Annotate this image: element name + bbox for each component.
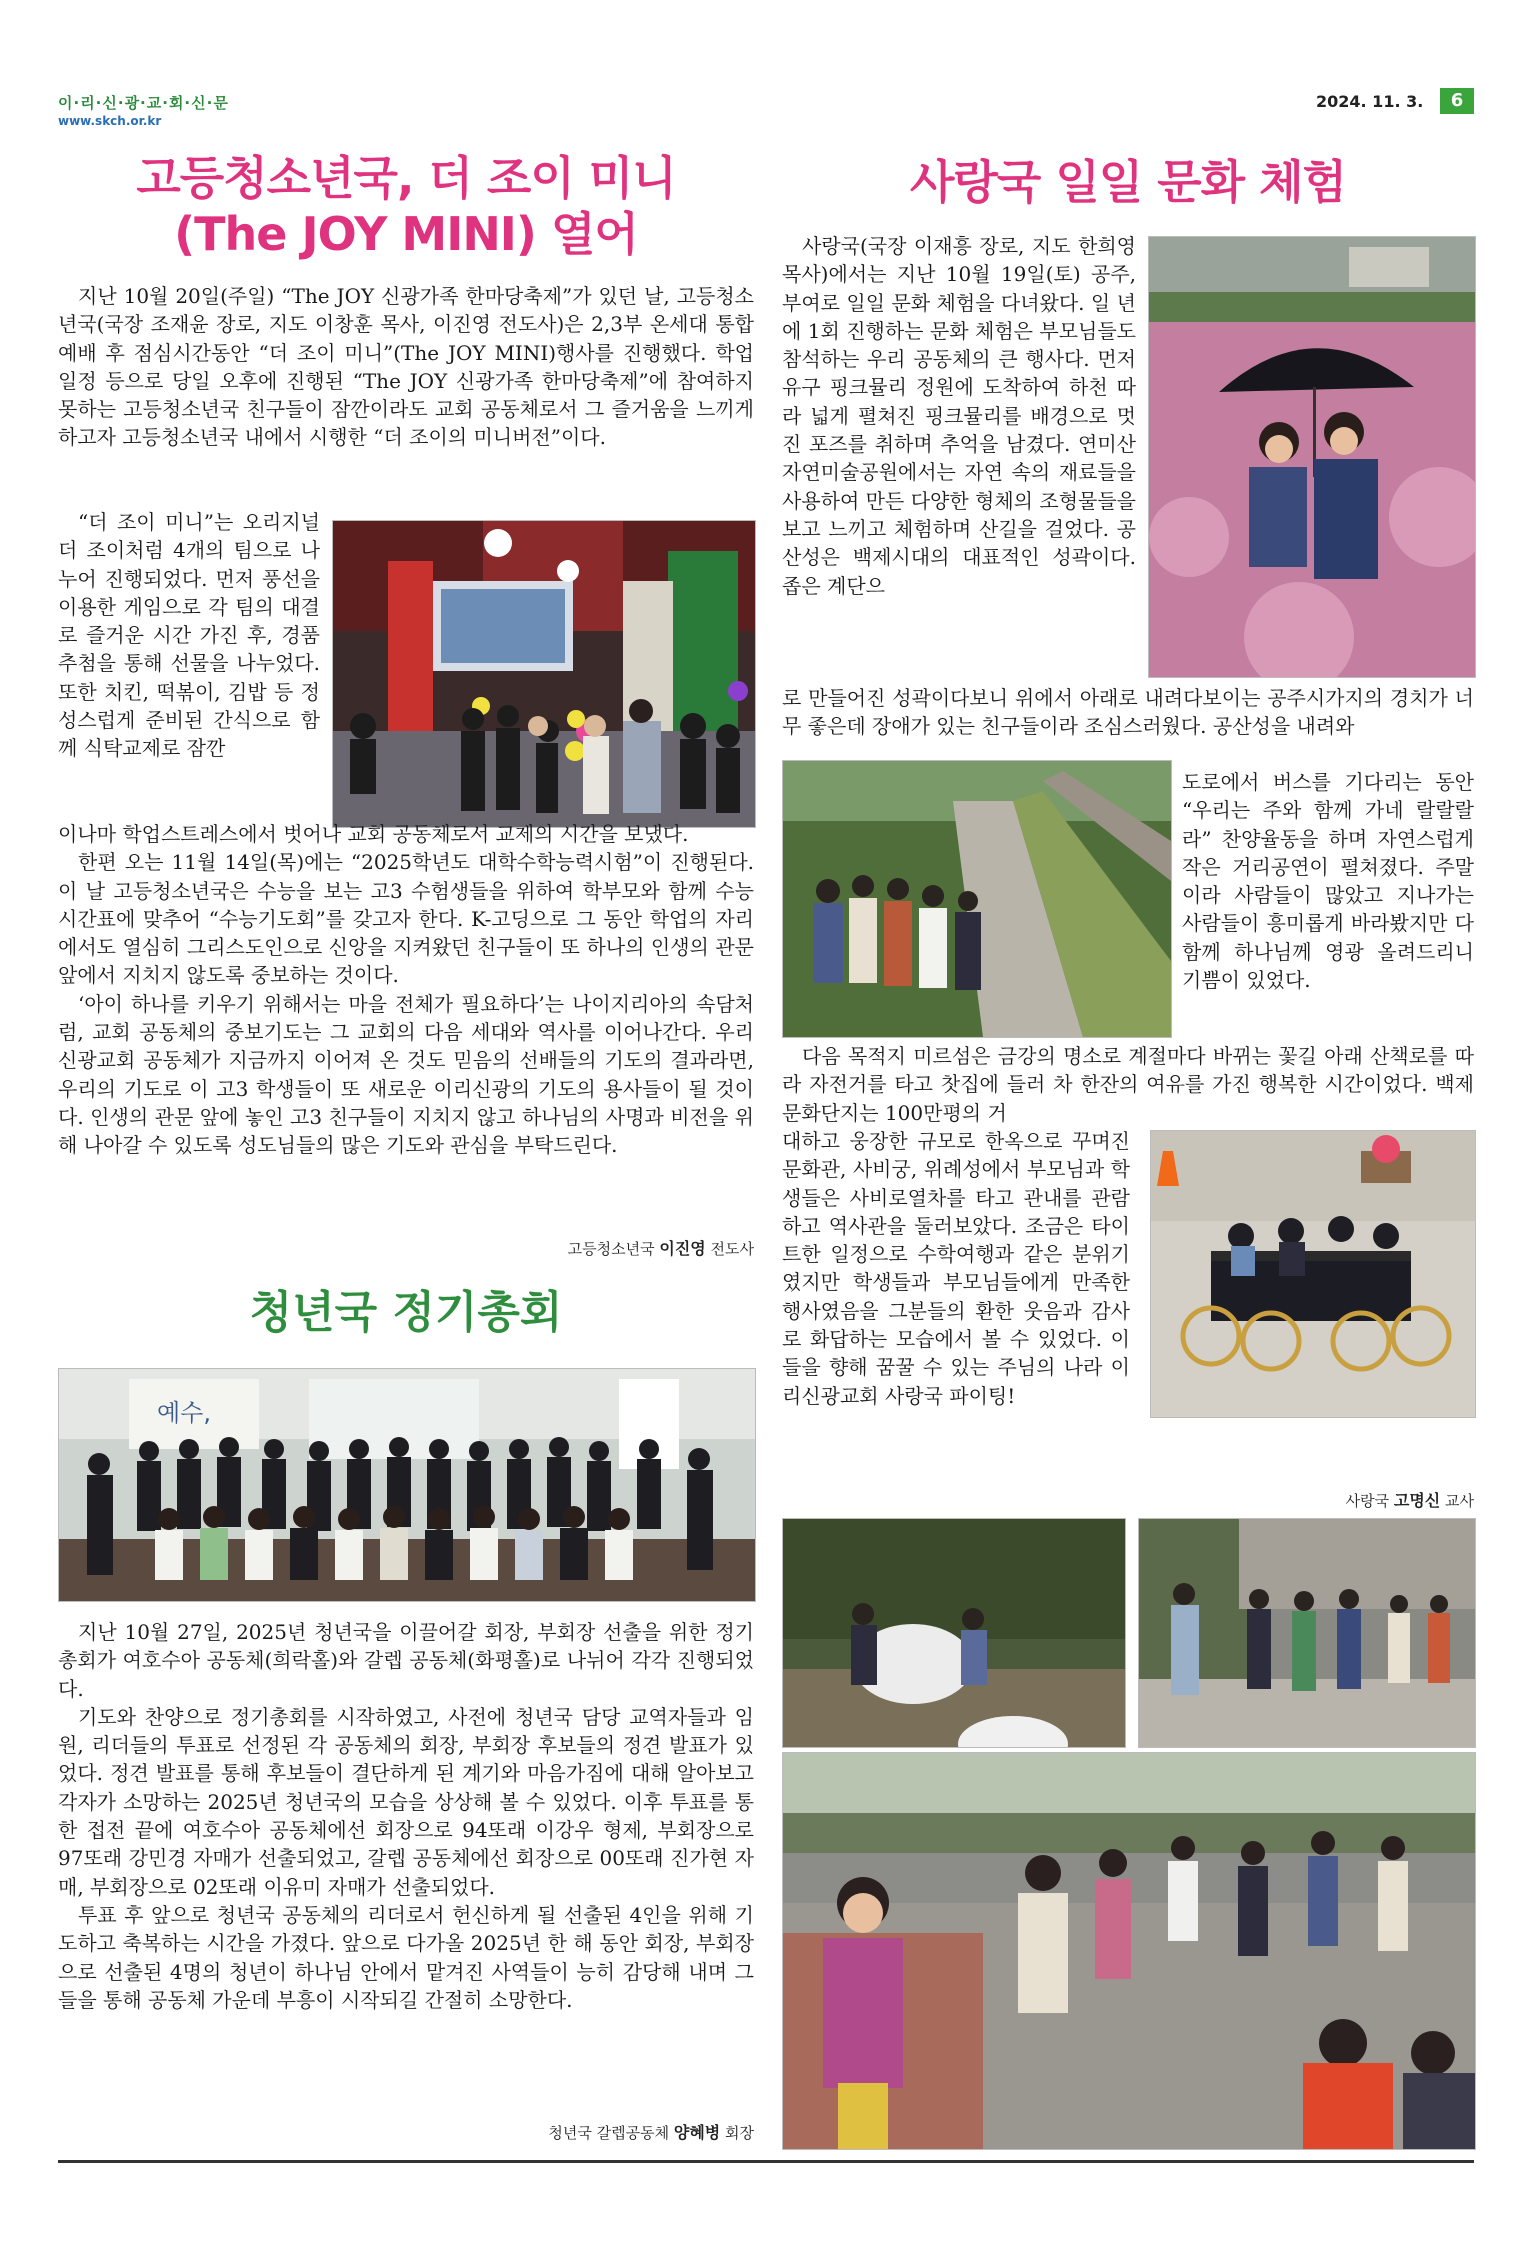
byline-title: 교사: [1445, 1492, 1474, 1510]
article2-body: [58, 1618, 754, 2014]
article2-paragraph: 지난 10월 27일, 2025년 청년국을 이끌어갈 회장, 부회장 선출을 위한 정기총회가 여호수아 공동체(희락홀)와 갈렙 공동체(화평홀)로 나뉘어 각각 진행되었다.: [58, 1620, 754, 1701]
street-performance-photo: [782, 1752, 1476, 2150]
article1-body-continued: [58, 820, 754, 1160]
article3-wrap-column-1: [782, 232, 1136, 600]
article1-title-line1: 고등청소년국, 더 조이 미니: [136, 151, 676, 205]
article3-paragraph: 도로에서 버스를 기다리는 동안 “우리는 주와 함께 가네 랄랄랄라” 찬양율동을 하며 자연스럽게 작은 거리공연이 펼쳐졌다. 주말이라 사람들이 많았고 지나가는 사람들이 흥미롭게 바라봤지만 다 함께 하나님께 영광 올려드리니 기쁨이 있었다.: [1182, 770, 1474, 993]
gongsanseong-fortress-photo: [782, 760, 1172, 1038]
byline-role: 청년국 갈렙공동체: [548, 2124, 670, 2142]
umbrella-illustration: [1149, 237, 1475, 677]
fortress-illustration: [783, 761, 1171, 1037]
article1-title-line2: (The JOY MINI) 열어: [174, 207, 638, 261]
article3-paragraph: 다음 목적지 미르섬은 금강의 명소로 계절마다 바뀌는 꽃길 아래 산책로를 따라 자전거를 타고 찻집에 들러 차 한잔의 여유를 가진 행복한 시간이었다. 백제문화단지는 100만평의 거: [782, 1044, 1474, 1125]
article3-full-width-1: [782, 684, 1474, 741]
article3-paragraph: 사랑국(국장 이재흥 장로, 지도 한희영 목사)에서는 지난 10월 19일(토) 공주, 부여로 일일 문화 체험을 다녀왔다. 일 년에 1회 진행하는 문화 체험은 부모님들도 참석하는 우리 공동체의 큰 행사다. 먼저 유구 핑크뮬리 정원에 도착하여 하천 따라 넓게 펼쳐진 핑크뮬리를 배경으로 멋진 포즈를 취하며 추억을 남겼다. 연미산 자연미술공원에서는 자연 속의 재료들을 사용하여 만든 다양한 형체의 조형물들을 보고 느끼고 체험하며 산길을 걸었다. 공산성은 백제시대의 대표적인 성곽이다. 좁은 계단으: [782, 234, 1136, 598]
walking-illustration: [1139, 1519, 1475, 1747]
article3-wrap-column-3: [782, 1127, 1130, 1410]
pink-muhly-umbrella-photo: [1148, 236, 1476, 678]
masthead-name: 이·리·신·광·교·회·신·문: [58, 94, 229, 112]
joy-mini-party-photo: [332, 520, 756, 828]
article1-intro: [58, 282, 754, 452]
article3-paragraph: 로 만들어진 성곽이다보니 위에서 아래로 내려다보이는 공주시가지의 경치가 너무 좋은데 장애가 있는 친구들이라 조심스러웠다. 공산성을 내려와: [782, 686, 1474, 739]
egg-sculpture-photo: [782, 1518, 1126, 1748]
byline-name: 이진영: [659, 1239, 706, 1258]
article3-title: 사랑국 일일 문화 체험: [910, 155, 1346, 209]
article1-wrap-column: [58, 508, 320, 763]
footer-divider: [58, 2160, 1474, 2163]
bike-illustration: [1151, 1131, 1475, 1417]
article1-paragraph: “더 조이 미니”는 오리지널 더 조이처럼 4개의 팀으로 나누어 진행되었다. 먼저 풍선을 이용한 게임으로 각 팀의 대결로 즐거운 시간 가진 후, 경품추첨을 통해 선물을 나누었다. 또한 치킨, 떡볶이, 김밥 등 정성스럽게 준비된 간식으로 함께 식탁교제로 잠깐: [58, 510, 320, 761]
article1-paragraph: 지난 10월 20일(주일) “The JOY 신광가족 한마당축제”가 있던 날, 고등청소년국(국장 조재윤 장로, 지도 이창훈 목사, 이진영 전도사)은 2,3부 온세대 통합예배 후 점심시간동안 “더 조이 미니”(The JOY MINI)행사를 진행했다. 학업 일정 등으로 당일 오후에 진행된 “The JOY 신광가족 한마당축제”에 참여하지 못하는 고등청소년국 친구들이 잠깐이라도 교회 공동체로서 그 즐거움을 느끼게 하고자 고등청소년국 내에서 시행한 “더 조이의 미니버전”이다.: [58, 284, 754, 450]
byline-title: 회장: [725, 2124, 754, 2142]
byline-title: 전도사: [710, 1240, 754, 1258]
walking-group-photo: [1138, 1518, 1476, 1748]
party-illustration: [333, 521, 755, 827]
article3-paragraph: 대하고 웅장한 규모로 한옥으로 꾸며진 문화관, 사비궁, 위례성에서 부모님과 학생들은 사비로열차를 타고 관내를 관람하고 역사관을 둘러보았다. 조금은 타이트한 일정으로 수학여행과 같은 분위기였지만 학생들과 부모님들에게 만족한 행사였음을 그분들의 환한 웃음과 감사로 화답하는 모습에서 볼 수 있었다. 이들을 향해 꿈꿀 수 있는 주님의 나라 이리신광교회 사랑국 파이팅!: [782, 1129, 1130, 1408]
article1-title: [58, 150, 754, 262]
byline-role: 고등청소년국: [567, 1240, 655, 1258]
group-photo-illustration: [59, 1369, 755, 1601]
issue-date: 2024. 11. 3.: [1316, 92, 1424, 111]
youth-general-assembly-photo: [58, 1368, 756, 1602]
article2-paragraph: 기도와 찬양으로 정기총회를 시작하였고, 사전에 청년국 담당 교역자들과 임원, 리더들의 투표로 선정된 각 공동체의 회장, 부회장 후보들의 정견 발표가 있었다. 정견 발표를 통해 후보들이 결단하게 된 계기와 마음가짐에 대해 알아보고 각자가 소망하는 2025년 청년국의 모습을 상상해 볼 수 있었다. 이후 투표를 통한 접전 끝에 여호수아 공동체에선 회장으로 94또래 이강우 형제, 부회장으로 97또래 강민경 자매가 선출되었고, 갈렙 공동체에선 회장으로 00또래 진가현 자매, 부회장으로 02또래 이유미 자매가 선출되었다.: [58, 1704, 754, 1899]
article3-wrap-column-2: [1182, 768, 1474, 994]
photo-sign-text: 예수,: [157, 1399, 211, 1427]
article2-title: 청년국 정기총회: [249, 1287, 563, 1338]
article1-paragraph: ‘아이 하나를 키우기 위해서는 마을 전체가 필요하다’는 나이지리아의 속담처럼, 교회 공동체의 중보기도는 그 교회의 다음 세대와 역사를 이어나간다. 우리 신광교회 공동체가 지금까지 이어져 온 것도 믿음의 선배들의 기도의 결과라면, 우리의 기도로 이 고3 학생들이 또 새로운 이리신광의 기도의 용사들이 될 것이다. 인생의 관문 앞에 놓인 고3 친구들이 지치지 않고 하나님의 사명과 비전을 위해 나아갈 수 있도록 성도님들의 많은 기도와 관심을 부탁드린다.: [58, 991, 754, 1158]
surrey-bike-photo: [1150, 1130, 1476, 1418]
article2-byline: [58, 2120, 754, 2143]
byline-name: 고명신: [1393, 1491, 1441, 1510]
article2-paragraph: 투표 후 앞으로 청년국 공동체의 리더로서 헌신하게 될 선출된 4인을 위해 기도하고 축복하는 시간을 가졌다. 앞으로 다가올 2025년 한 해 동안 회장, 부회장으로 선출된 4명의 청년이 하나님 안에서 맡겨진 사역들이 능히 감당해 내며 그들을 통해 공동체 가운데 부흥이 시작되길 간절히 소망한다.: [58, 1902, 754, 2012]
article3-byline: [1150, 1488, 1474, 1511]
page-number-badge: 6: [1440, 88, 1474, 114]
egg-illustration: [783, 1519, 1125, 1747]
article1-paragraph: 이나마 학업스트레스에서 벗어나 교회 공동체로서 교제의 시간을 보냈다.: [58, 822, 689, 846]
masthead-url[interactable]: www.skch.or.kr: [58, 114, 162, 128]
article1-paragraph: 한편 오는 11월 14일(목)에는 “2025학년도 대학수학능력시험”이 진행된다. 이 날 고등청소년국은 수능을 보는 고3 수험생들을 위하여 학부모와 함께 수능 시간표에 맞추어 “수능기도회”를 갖고자 한다. K-고딩으로 그 동안 학업의 자리에서도 열심히 그리스도인으로 신앙을 지켜왔던 친구들이 또 하나의 인생의 관문 앞에서 지치지 않도록 중보하는 것이다.: [58, 850, 754, 988]
byline-role: 사랑국: [1345, 1492, 1390, 1510]
article3-full-width-2: [782, 1042, 1474, 1127]
street-illustration: [783, 1753, 1475, 2149]
article1-byline: [58, 1236, 754, 1259]
byline-name: 양혜병: [673, 2123, 721, 2142]
